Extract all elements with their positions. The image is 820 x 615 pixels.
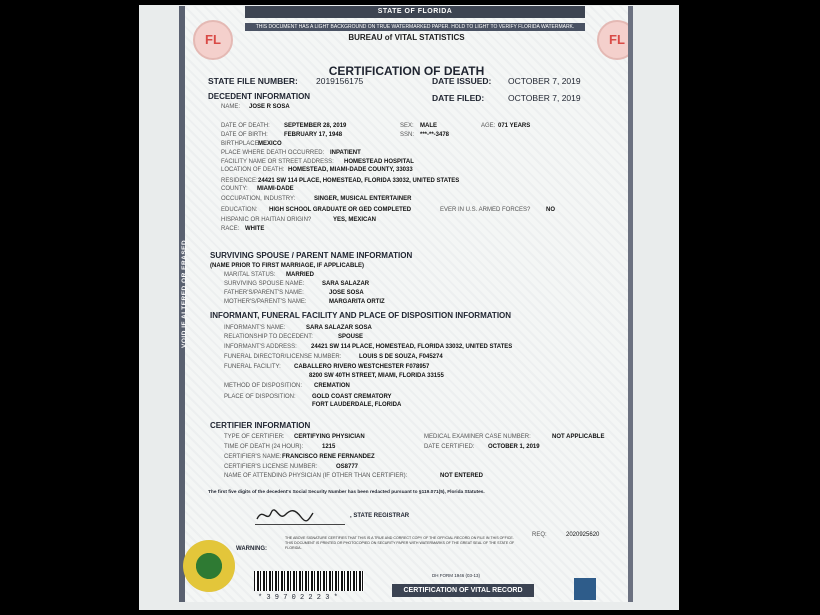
birthplace-value: MEXICO <box>258 141 282 147</box>
registrar-signature <box>255 505 315 525</box>
ssn-label: SSN: <box>400 132 415 138</box>
method-label: METHOD OF DISPOSITION: <box>224 383 303 389</box>
state-registrar-label: , STATE REGISTRAR <box>350 513 410 519</box>
informant-name-label: INFORMANT'S NAME: <box>224 325 286 331</box>
dod-label: DATE OF DEATH: <box>221 123 270 129</box>
certifier-name-label: CERTIFIER'S NAME: <box>224 454 282 460</box>
informant-address-value: 24421 SW 114 PLACE, HOMESTEAD, FLORIDA 33032, UNITED STATES <box>311 344 513 350</box>
void-if-altered-strip <box>181 239 189 368</box>
residence-value: 24421 SW 114 PLACE, HOMESTEAD, FLORIDA 33032, UNITED STATES <box>258 178 460 184</box>
funeral-facility-address: 8200 SW 40TH STREET, MIAMI, FLORIDA 33155 <box>309 373 444 379</box>
county-label: COUNTY: <box>221 186 248 192</box>
funeral-facility-label: FUNERAL FACILITY: <box>224 364 281 370</box>
date-issued-label: DATE ISSUED: <box>432 76 492 86</box>
funeral-facility-value: CABALLERO RIVERO WESTCHESTER F078957 <box>294 364 430 370</box>
disposition-place-address: FORT LAUDERDALE, FLORIDA <box>312 402 402 408</box>
marital-label: MARITAL STATUS: <box>224 272 276 278</box>
disposition-place-label: PLACE OF DISPOSITION: <box>224 394 296 400</box>
certifier-name-value: FRANCISCO RENE FERNANDEZ <box>282 454 375 460</box>
hispanic-label: HISPANIC OR HAITIAN ORIGIN? <box>221 217 312 223</box>
spouse-subheading: (NAME PRIOR TO FIRST MARRIAGE, IF APPLICABLE) <box>210 263 364 269</box>
state-file-value: 2019156175 <box>316 76 364 86</box>
fl-seal-left: FL <box>193 20 233 60</box>
facility-label: FACILITY NAME OR STREET ADDRESS: <box>221 159 334 165</box>
place-value: INPATIENT <box>330 150 361 156</box>
state-file-label: STATE FILE NUMBER: <box>208 76 298 86</box>
informant-address-label: INFORMANT'S ADDRESS: <box>224 344 297 350</box>
name-label: NAME: <box>221 104 241 110</box>
document-title: CERTIFICATION OF DEATH <box>328 64 485 78</box>
director-value: LOUIS S DE SOUZA, F045274 <box>359 354 443 360</box>
spouse-label: SURVIVING SPOUSE NAME: <box>224 281 305 287</box>
vital-record-band: CERTIFICATION OF VITAL RECORD <box>392 584 534 597</box>
attending-value: NOT ENTERED <box>440 473 484 479</box>
sex-value: MALE <box>420 123 437 129</box>
name-value: JOSE R SOSA <box>249 104 290 110</box>
date-filed-value: OCTOBER 7, 2019 <box>508 93 581 103</box>
race-value: WHITE <box>245 226 265 232</box>
father-label: FATHER'S/PARENT'S NAME: <box>224 290 304 296</box>
signature-line <box>255 524 345 525</box>
county-value: MIAMI-DADE <box>257 186 294 192</box>
education-label: EDUCATION: <box>221 207 258 213</box>
barcode <box>254 571 364 591</box>
education-value: HIGH SCHOOL GRADUATE OR GED COMPLETED <box>269 207 412 213</box>
barcode-number: * 3 9 7 0 2 2 2 3 * <box>258 594 338 602</box>
armed-value: NO <box>546 207 555 213</box>
informant-name-value: SARA SALAZAR SOSA <box>306 325 372 331</box>
residence-label: RESIDENCE: <box>221 178 258 184</box>
florida-health-logo <box>574 578 596 600</box>
marital-value: MARRIED <box>286 272 314 278</box>
age-label: AGE: <box>481 123 496 129</box>
bureau-title: BUREAU of VITAL STATISTICS <box>348 33 465 42</box>
dob-label: DATE OF BIRTH: <box>221 132 268 138</box>
certifier-heading: CERTIFIER INFORMATION <box>210 421 311 430</box>
hispanic-value: YES, MEXICAN <box>333 217 377 223</box>
date-issued-value: OCTOBER 7, 2019 <box>508 76 581 86</box>
certifier-type-label: TYPE OF CERTIFIER: <box>224 434 285 440</box>
facility-value: HOMESTEAD HOSPITAL <box>344 159 414 165</box>
ssn-redaction-note: The first five digits of the decedent's Social Security Number has been redacted pursuant to §119.071(5), Florida Statutes. <box>208 490 485 495</box>
location-label: LOCATION OF DEATH: <box>221 167 285 173</box>
decedent-heading: DECEDENT INFORMATION <box>208 92 311 101</box>
state-band: STATE OF FLORIDA <box>245 6 585 18</box>
father-value: JOSE SOSA <box>329 290 364 296</box>
spouse-value: SARA SALAZAR <box>322 281 370 287</box>
fl-seal-right: FL <box>597 20 633 60</box>
disposition-place-value: GOLD COAST CREMATORY <box>312 394 392 400</box>
void-text: VOID IF ALTERED OR ERASED <box>181 239 188 348</box>
date-certified-label: DATE CERTIFIED: <box>424 444 475 450</box>
director-label: FUNERAL DIRECTOR/LICENSE NUMBER: <box>224 354 342 360</box>
warning-label: WARNING: <box>236 546 267 552</box>
ssn-value: ***-**-3478 <box>420 132 450 138</box>
time-of-death-label: TIME OF DEATH (24 HOUR): <box>224 444 304 450</box>
form-number: DH FORM 1946 (03-13) <box>432 573 481 578</box>
warning-text: THE ABOVE SIGNATURE CERTIFIES THAT THIS IS A TRUE AND CORRECT COPY OF THE OFFICIAL RECORD ON FILE IN THIS OFFICE. THIS DOCUMENT IS PRINTED OR PHOTOCOPIED ON SECURITY PAPER WITH WATERMARKS OF THE GREAT SEAL OF THE STATE OF FLORIDA. <box>285 536 515 550</box>
occupation-label: OCCUPATION, INDUSTRY: <box>221 196 296 202</box>
occupation-value: SINGER, MUSICAL ENTERTAINER <box>314 196 412 202</box>
date-certified-value: OCTOBER 1, 2019 <box>488 444 540 450</box>
informant-heading: INFORMANT, FUNERAL FACILITY AND PLACE OF DISPOSITION INFORMATION <box>210 311 512 320</box>
mother-label: MOTHER'S/PARENT'S NAME: <box>224 299 307 305</box>
age-value: 071 YEARS <box>498 123 531 129</box>
req-label: REQ: <box>532 532 547 538</box>
license-value: OS8777 <box>336 464 359 470</box>
great-seal-of-florida <box>183 540 235 592</box>
place-label: PLACE WHERE DEATH OCCURRED: <box>221 150 325 156</box>
relationship-label: RELATIONSHIP TO DECEDENT: <box>224 334 313 340</box>
me-case-label: MEDICAL EXAMINER CASE NUMBER: <box>424 434 531 440</box>
race-label: RACE: <box>221 226 240 232</box>
req-value: 2020925620 <box>566 532 600 538</box>
mother-value: MARGARITA ORTIZ <box>329 299 385 305</box>
relationship-value: SPOUSE <box>338 334 364 340</box>
spouse-heading: SURVIVING SPOUSE / PARENT NAME INFORMATION <box>210 251 413 260</box>
armed-label: EVER IN U.S. ARMED FORCES? <box>440 207 531 213</box>
location-value: HOMESTEAD, MIAMI-DADE COUNTY, 33033 <box>288 167 413 173</box>
method-value: CREMATION <box>314 383 350 389</box>
birthplace-label: BIRTHPLACE: <box>221 141 261 147</box>
attending-label: NAME OF ATTENDING PHYSICIAN (IF OTHER THAN CERTIFIER): <box>224 473 408 479</box>
me-case-value: NOT APPLICABLE <box>552 434 605 440</box>
date-filed-label: DATE FILED: <box>432 93 485 103</box>
certifier-type-value: CERTIFYING PHYSICIAN <box>294 434 365 440</box>
sex-label: SEX: <box>400 123 414 129</box>
watermark-note: THIS DOCUMENT HAS A LIGHT BACKGROUND ON TRUE WATERMARKED PAPER. HOLD TO LIGHT TO VERIFY FLORIDA WATERMARK. <box>245 23 585 31</box>
license-label: CERTIFIER'S LICENSE NUMBER: <box>224 464 318 470</box>
dod-value: SEPTEMBER 28, 2019 <box>284 123 347 129</box>
time-of-death-value: 1215 <box>322 444 336 450</box>
dob-value: FEBRUARY 17, 1948 <box>284 132 343 138</box>
